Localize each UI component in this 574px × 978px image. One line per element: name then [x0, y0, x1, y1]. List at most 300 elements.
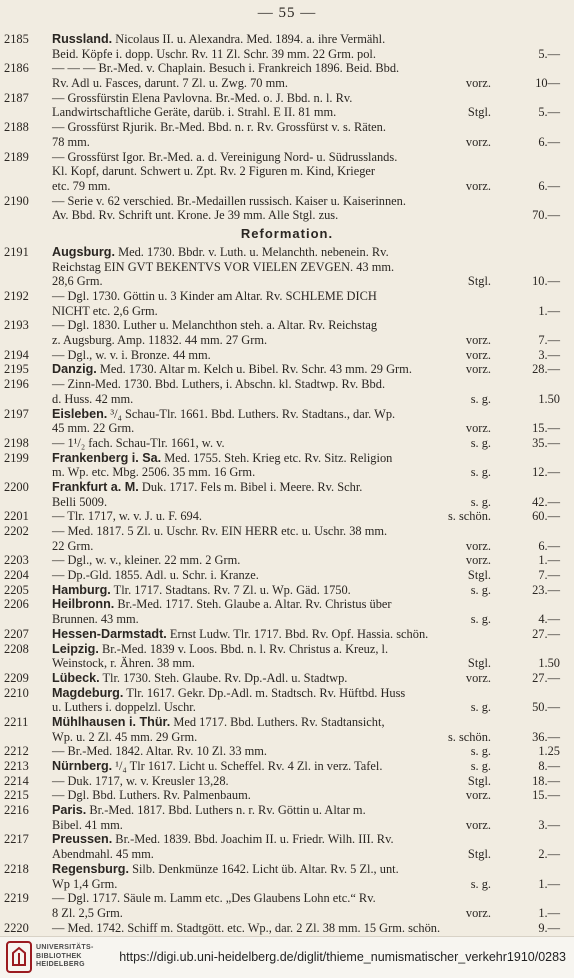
price: 6.—: [538, 538, 560, 553]
description: Med. 1730. Bbdr. v. Luth. u. Melanchth. nebenein. Rv.: [114, 244, 389, 259]
entry-text: [52, 906, 123, 921]
catalogue-entry: [0, 289, 574, 318]
description: etc. 79 mm.: [52, 178, 111, 193]
price: 3.—: [538, 817, 560, 832]
description: — Dgl., w. v., kleiner. 22 mm. 2 Grm.: [52, 553, 241, 568]
catalogue-entry: [0, 642, 574, 671]
condition: Stgl.: [467, 274, 491, 289]
catalogue-entry: [0, 597, 574, 626]
entry-line: [0, 583, 574, 598]
entry-line: [0, 135, 574, 150]
catalogue-entry: [0, 921, 574, 936]
institution-line-3: HEIDELBERG: [36, 961, 85, 968]
entry-text: [52, 612, 139, 627]
entry-line: [0, 539, 574, 554]
condition: Stgl.: [467, 656, 491, 671]
entry-text: [52, 289, 377, 304]
entry-line: [0, 788, 574, 803]
description: — Dgl. 1730. Göttin u. 3 Kinder am Altar. Rv. SCHLEME DICH: [52, 289, 377, 303]
condition: vorz.: [465, 421, 491, 436]
entry-text: [52, 568, 259, 583]
entry-text: [52, 480, 362, 495]
price: 5.—: [538, 105, 560, 120]
condition: s. g.: [470, 582, 491, 597]
entry-text: [52, 553, 240, 568]
description: Kl. Kopf, darunt. Schwert u. Zpt. Rv. 2 Figuren m. Kind, Krieger: [52, 164, 376, 179]
entry-number: 2201: [4, 509, 29, 524]
description: Tlr. 1717. Stadtans. Rv. 7 Zl. u. Wp. Gäd. 1750.: [110, 582, 351, 597]
price: 1.—: [538, 553, 560, 568]
entry-number: 2200: [4, 479, 29, 494]
entry-number: 2211: [4, 714, 29, 729]
entry-text: [52, 597, 392, 612]
price: 27.—: [532, 670, 560, 685]
entry-text: [52, 32, 385, 47]
description: — Serie v. 62 verschied. Br.-Medaillen russisch. Kaiser u. Kaiserinnen.: [52, 193, 406, 208]
description: d. Huss. 42 mm.: [52, 391, 134, 406]
condition: Stgl.: [467, 773, 491, 788]
entry-text: [52, 671, 347, 686]
entry-number: 2208: [4, 641, 29, 656]
description: z. Augsburg. Amp. 11832. 44 mm. 27 Grm.: [52, 333, 268, 348]
place-name: Eisleben.: [52, 406, 108, 421]
condition: s. g.: [470, 759, 491, 773]
entry-line: [0, 495, 574, 510]
condition: vorz.: [465, 178, 491, 193]
condition: s. g.: [470, 744, 491, 759]
entry-text: [52, 260, 394, 275]
catalogue-entry: [0, 120, 574, 149]
description: — Dgl. 1717. Säule m. Lamm etc. „Des Glaubens Lohn etc.“ Rv.: [52, 891, 376, 906]
description: Abendmahl. 45 mm.: [52, 847, 154, 862]
price: 70.—: [532, 208, 560, 223]
entry-text: [52, 686, 405, 701]
entry-line: [0, 832, 574, 847]
price: 10.—: [532, 274, 560, 289]
price: 1.25: [538, 744, 560, 759]
description: — Med. 1742. Schiff m. Stadtgött. etc. Wp., dar. 2 Zl. 38 mm. 15 Grm. schön.: [52, 920, 441, 935]
condition: s. schön.: [447, 509, 491, 524]
condition: Stgl.: [467, 847, 491, 862]
place-name: Russland.: [52, 32, 113, 46]
entry-text: [52, 61, 399, 76]
price: 23.—: [532, 582, 560, 597]
price: 9.—: [538, 920, 560, 935]
entry-line: [0, 774, 574, 789]
condition: s. g.: [470, 435, 491, 450]
catalogue-entry: [0, 61, 574, 90]
description: — Dgl. 1830. Luther u. Melanchthon steh. a. Altar. Rv. Reichstag: [52, 318, 378, 333]
entry-line: [0, 877, 574, 892]
description: Ernst Ludw. Tlr. 1717. Bbd. Rv. Opf. Hassia. schön.: [166, 626, 429, 641]
entry-text: [52, 362, 412, 377]
entry-line: [0, 509, 574, 524]
viewer-footer: [0, 936, 574, 978]
price: 6.—: [538, 134, 560, 149]
entry-line: [0, 47, 574, 62]
description: Br.-Med. 1839. Bbd. Joachim II. u. Friedr. Wilh. III. Rv.: [112, 832, 394, 847]
catalogue-entry: [0, 671, 574, 686]
description: 28,6 Grm.: [52, 274, 103, 289]
price: 7.—: [538, 333, 560, 348]
place-name: Heilbronn.: [52, 597, 115, 612]
description: Brunnen. 43 mm.: [52, 612, 139, 627]
place-name: Lübeck.: [52, 670, 100, 685]
entry-number: 2210: [4, 685, 29, 700]
description: Med 1717. Bbd. Luthers. Rv. Stadtansicht,: [170, 714, 385, 729]
description: — Zinn-Med. 1730. Bbd. Luthers, i. Abschn. kl. Stadtwp. Rv. Bbd.: [52, 377, 386, 392]
entries-reformation: [0, 245, 574, 935]
place-name: Frankfurt a. M.: [52, 479, 139, 494]
price: 1.—: [538, 876, 560, 891]
entry-line: [0, 105, 574, 120]
entry-line: [0, 597, 574, 612]
entry-text: [52, 135, 90, 150]
entry-text: [52, 495, 107, 510]
entry-line: [0, 436, 574, 451]
entry-line: [0, 304, 574, 319]
description: 45 mm. 22 Grm.: [52, 421, 135, 436]
entry-text: [52, 715, 385, 730]
description: Beid. Köpfe i. dopp. Uschr. Rv. 11 Zl. Schr. 39 mm. 22 Grm. pol.: [52, 46, 376, 61]
entry-number: 2203: [4, 553, 29, 568]
entry-text: [52, 744, 267, 759]
entry-number: 2187: [4, 90, 29, 105]
catalogue-entry: [0, 568, 574, 583]
catalogue-entry: [0, 891, 574, 920]
entry-text: [52, 921, 440, 936]
entry-number: 2206: [4, 597, 29, 612]
price: 1.50: [538, 656, 560, 671]
description: ³/₄ Schau-Tlr. 1661. Bbd. Luthers. Rv. Stadtans., dar. Wp.: [107, 406, 396, 421]
description: — Grossfürst Rjurik. Br.-Med. Bbd. n. r. Rv. Grossfürst v. s. Räten.: [52, 120, 386, 135]
description: Silb. Denkmünze 1642. Licht üb. Altar. Rv. 5 Zl., unt.: [128, 861, 399, 876]
entry-text: [52, 348, 211, 363]
entry-text: [52, 642, 388, 657]
catalogue-entry: [0, 832, 574, 861]
description: — Tlr. 1717, w. v. J. u. F. 694.: [52, 509, 202, 524]
place-name: Augsburg.: [52, 244, 115, 259]
entry-number: 2219: [4, 891, 29, 906]
entry-line: [0, 686, 574, 701]
price: 50.—: [532, 700, 560, 715]
entry-line: [0, 612, 574, 627]
entry-line: [0, 392, 574, 407]
entry-text: [52, 730, 197, 745]
catalogue-entry: [0, 553, 574, 568]
entry-line: [0, 524, 574, 539]
condition: Stgl.: [467, 568, 491, 583]
price: 28.—: [532, 362, 560, 377]
catalogue-entry: [0, 524, 574, 553]
description: — Dgl. Bbd. Luthers. Rv. Palmenbaum.: [52, 788, 251, 803]
description: NICHT etc. 2,6 Grm.: [52, 303, 158, 318]
description: Duk. 1717. Fels m. Bibel i. Meere. Rv. Schr.: [138, 479, 363, 494]
entry-text: [52, 539, 93, 554]
place-name: Hamburg.: [52, 582, 111, 597]
catalogue-entry: [0, 407, 574, 436]
price: 15.—: [532, 788, 560, 803]
catalogue-entry: [0, 318, 574, 347]
entry-number: 2190: [4, 193, 29, 208]
entry-line: [0, 862, 574, 877]
entry-line: [0, 803, 574, 818]
entry-line: [0, 318, 574, 333]
condition: s. g.: [470, 465, 491, 480]
entry-number: 2217: [4, 832, 29, 847]
price: 36.—: [532, 729, 560, 744]
entry-line: [0, 642, 574, 657]
entry-number: 2199: [4, 450, 29, 465]
price: 3.—: [538, 347, 560, 362]
catalogue-entry: [0, 194, 574, 223]
entry-line: [0, 32, 574, 47]
condition: vorz.: [465, 817, 491, 832]
description: Wp. u. 2 Zl. 45 mm. 29 Grm.: [52, 729, 198, 744]
description: 78 mm.: [52, 134, 90, 149]
catalogue-entry: [0, 715, 574, 744]
condition: vorz.: [465, 76, 491, 91]
condition: s. g.: [470, 391, 491, 406]
entry-line: [0, 568, 574, 583]
description: Tlr. 1617. Gekr. Dp.-Adl. m. Stadtsch. Rv. Hüftbd. Huss: [123, 685, 406, 700]
entry-line: [0, 194, 574, 209]
entry-line: [0, 480, 574, 495]
entry-line: [0, 744, 574, 759]
entry-text: [52, 759, 382, 774]
description: — Med. 1817. 5 Zl. u. Uschr. Rv. EIN HERR etc. u. Uschr. 38 mm.: [52, 524, 388, 538]
entry-text: [52, 436, 225, 451]
entry-text: [52, 656, 195, 671]
entry-text: [52, 208, 338, 223]
entry-line: [0, 150, 574, 165]
permalink-url[interactable]: https://digi.ub.uni-heidelberg.de/diglit/thieme_numismatischer_verkehr1910/0283: [119, 950, 566, 964]
price: 15.—: [532, 421, 560, 436]
place-name: Nürnberg.: [52, 759, 113, 773]
description: — Duk. 1717, w. v. Kreusler 13,28.: [52, 773, 229, 788]
catalogue-entry: [0, 583, 574, 598]
entry-line: [0, 451, 574, 466]
entry-line: [0, 164, 574, 179]
entry-line: [0, 921, 574, 936]
catalogue-entry: [0, 480, 574, 509]
entry-text: [52, 377, 385, 392]
entry-number: 2192: [4, 289, 29, 303]
entry-line: [0, 179, 574, 194]
entry-number: 2195: [4, 362, 29, 377]
description: — 1¹/₂ fach. Schau-Tlr. 1661, w. v.: [52, 435, 225, 450]
catalogue-entry: [0, 774, 574, 789]
condition: vorz.: [465, 905, 491, 920]
entry-line: [0, 76, 574, 91]
description: Belli 5009.: [52, 494, 108, 509]
description: 22 Grm.: [52, 538, 94, 553]
entry-line: [0, 847, 574, 862]
entry-number: 2196: [4, 377, 29, 392]
condition: Stgl.: [467, 105, 491, 120]
entry-text: [52, 803, 366, 818]
entry-text: [52, 407, 395, 422]
price: 10—: [535, 76, 560, 91]
entry-line: [0, 759, 574, 774]
description: 8 Zl. 2,5 Grm.: [52, 905, 123, 920]
condition: s. g.: [470, 700, 491, 715]
catalogue-entry: [0, 744, 574, 759]
catalogue-entry: [0, 509, 574, 524]
entry-line: [0, 407, 574, 422]
entry-text: [52, 274, 103, 289]
entry-number: 2204: [4, 568, 29, 583]
entry-text: [52, 788, 251, 803]
entry-number: 2220: [4, 920, 29, 935]
institution-name: [36, 944, 94, 970]
description: — Dp.-Gld. 1855. Adl. u. Schr. i. Kranze.: [52, 568, 259, 583]
description: Br.-Med. 1839 v. Loos. Bbd. n. l. Rv. Christus a. Kreuz, l.: [98, 641, 389, 656]
entry-number: 2197: [4, 406, 29, 421]
description: m. Wp. etc. Mbg. 2506. 35 mm. 16 Grm.: [52, 465, 256, 480]
catalogue-entry: [0, 348, 574, 363]
description: Landwirtschaftliche Geräte, darüb. i. Strahl. E II. 81 mm.: [52, 105, 337, 120]
entry-text: [52, 862, 399, 877]
entry-text: [52, 847, 154, 862]
entry-text: [52, 627, 428, 642]
description: — — — Br.-Med. v. Chaplain. Besuch i. Frankreich 1896. Beid. Bbd.: [52, 61, 400, 76]
entry-text: [52, 318, 377, 333]
catalogue-entry: [0, 862, 574, 891]
place-name: Frankenberg i. Sa.: [52, 450, 162, 465]
entry-text: [52, 76, 288, 91]
entry-text: [52, 333, 267, 348]
price: 1.—: [538, 905, 560, 920]
entry-number: 2185: [4, 32, 29, 46]
description: Reichstag EIN GVT BEKENTVS VOR VIELEN ZEVGEN. 43 mm.: [52, 259, 395, 274]
entry-number: 2215: [4, 788, 29, 803]
entry-text: [52, 891, 376, 906]
catalogue-entry: [0, 377, 574, 406]
entry-text: [52, 47, 376, 62]
entry-line: [0, 61, 574, 76]
condition: s. schön.: [447, 729, 491, 744]
catalogue-entry: [0, 436, 574, 451]
catalogue-entries: [0, 32, 574, 935]
description: Wp 1,4 Grm.: [52, 876, 118, 891]
catalogue-entry: [0, 91, 574, 120]
institution-line-1: UNIVERSITÄTS-: [36, 944, 94, 951]
entry-line: [0, 289, 574, 304]
catalogue-entry: [0, 245, 574, 289]
entry-text: [52, 465, 255, 480]
description: Br.-Med. 1717. Steh. Glaube a. Altar. Rv. Christus über: [114, 597, 392, 612]
description: Bibel. 41 mm.: [52, 817, 123, 832]
condition: vorz.: [465, 362, 491, 377]
place-name: Magdeburg.: [52, 685, 124, 700]
entry-number: 2188: [4, 120, 29, 135]
entry-text: [52, 164, 375, 179]
price: 6.—: [538, 178, 560, 193]
price: 35.—: [532, 435, 560, 450]
price: 18.—: [532, 773, 560, 788]
entry-text: [52, 451, 392, 466]
entry-line: [0, 656, 574, 671]
entry-line: [0, 91, 574, 106]
entry-number: 2214: [4, 773, 29, 788]
entry-number: 2198: [4, 435, 29, 450]
entry-line: [0, 274, 574, 289]
price: 2.—: [538, 847, 560, 862]
entry-text: [52, 774, 229, 789]
place-name: Regensburg.: [52, 861, 129, 876]
description: u. Luthers i. doppelzl. Uschr.: [52, 700, 196, 715]
price: 60.—: [532, 509, 560, 524]
condition: s. g.: [470, 494, 491, 509]
condition: vorz.: [465, 134, 491, 149]
entry-line: [0, 627, 574, 642]
entry-line: [0, 421, 574, 436]
entry-text: [52, 304, 158, 319]
entry-number: 2193: [4, 318, 29, 333]
entry-line: [0, 260, 574, 275]
entry-number: 2212: [4, 744, 29, 759]
entry-number: 2218: [4, 861, 29, 876]
entry-text: [52, 194, 406, 209]
place-name: Hessen-Darmstadt.: [52, 626, 167, 641]
condition: vorz.: [465, 788, 491, 803]
description: ¹/₄ Tlr 1617. Licht u. Scheffel. Rv. 4 Zl. in verz. Tafel.: [112, 759, 383, 773]
price: 8.—: [538, 759, 560, 773]
entry-text: [52, 818, 123, 833]
entry-text: [52, 524, 387, 539]
entry-text: [52, 700, 196, 715]
description: — Br.-Med. 1842. Altar. Rv. 10 Zl. 33 mm.: [52, 744, 267, 759]
condition: s. g.: [470, 612, 491, 627]
place-name: Mühlhausen i. Thür.: [52, 714, 171, 729]
institution-line-2: BIBLIOTHEK: [36, 952, 82, 960]
entry-line: [0, 348, 574, 363]
entry-number: 2216: [4, 803, 29, 818]
description: Weinstock, r. Ähren. 38 mm.: [52, 656, 195, 671]
condition: s. g.: [470, 876, 491, 891]
entry-number: 2205: [4, 582, 29, 597]
entry-line: [0, 730, 574, 745]
place-name: Preussen.: [52, 832, 113, 847]
description: Med. 1755. Steh. Krieg etc. Rv. Sitz. Religion: [161, 450, 393, 465]
entry-line: [0, 891, 574, 906]
entry-text: [52, 150, 397, 165]
description: — Grossfürstin Elena Pavlovna. Br.-Med. o. J. Bbd. n. l. Rv.: [52, 90, 353, 105]
catalogue-entry: [0, 686, 574, 715]
entry-line: [0, 671, 574, 686]
entry-line: [0, 465, 574, 480]
catalogue-entry: [0, 451, 574, 480]
catalogue-entry: [0, 627, 574, 642]
description: Med. 1730. Altar m. Kelch u. Bibel. Rv. Schr. 43 mm. 29 Grm.: [96, 362, 412, 377]
entry-line: [0, 208, 574, 223]
description: Br.-Med. 1817. Bbd. Luthers n. r. Rv. Göttin u. Altar m.: [86, 803, 366, 818]
entry-text: [52, 509, 202, 524]
entry-number: 2213: [4, 759, 29, 773]
entry-line: [0, 377, 574, 392]
entry-text: [52, 421, 134, 436]
place-name: Leipzig.: [52, 641, 99, 656]
entry-line: [0, 333, 574, 348]
entry-line: [0, 818, 574, 833]
catalogue-entry: [0, 150, 574, 194]
entry-line: [0, 553, 574, 568]
price: 5.—: [538, 46, 560, 61]
catalogue-entry: [0, 788, 574, 803]
entry-text: [52, 583, 351, 598]
entry-text: [52, 120, 386, 135]
